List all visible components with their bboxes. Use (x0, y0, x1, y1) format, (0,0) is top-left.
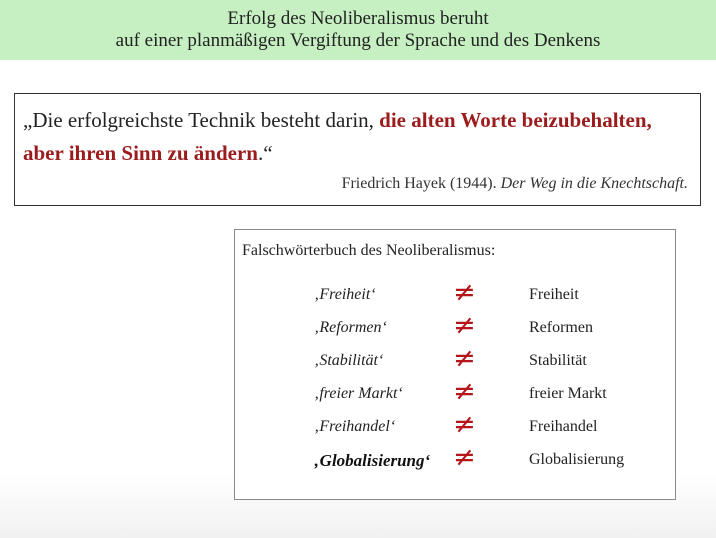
not-equal-icon: ≠ (453, 310, 476, 341)
true-term: Freiheit (529, 286, 579, 303)
false-term: ‚Globalisierung‘ (314, 451, 431, 470)
glossary-row (235, 343, 675, 376)
quote-source-author: Friedrich Hayek (1944). (341, 175, 501, 192)
false-term: ‚Reformen‘ (314, 319, 387, 336)
false-dictionary-heading: Falschwörterbuch des Neoliberalismus: (242, 242, 496, 259)
quote-source-book: Der Weg in die Knechtschaft. (500, 175, 688, 192)
true-term: Stabilität (529, 352, 587, 369)
quote-source (342, 175, 688, 193)
quote-text (23, 104, 693, 170)
true-term: Reformen (529, 319, 593, 336)
quote-emphasis: die alten Worte beizubehalten, aber ihren Sinn zu ändern (23, 108, 652, 165)
not-equal-icon: ≠ (453, 409, 476, 440)
not-equal-icon: ≠ (453, 376, 476, 407)
glossary-row (235, 376, 675, 409)
glossary-row (235, 442, 675, 475)
quote-text-end: .“ (257, 141, 273, 165)
quote-text-start: „Die erfolgreichste Technik besteht darin, (23, 108, 380, 132)
slide-title-line-1: Erfolg des Neoliberalismus beruht (227, 8, 489, 29)
false-term: ‚Freihandel‘ (314, 418, 396, 435)
slide-title-banner (0, 0, 716, 60)
true-term: Freihandel (529, 418, 598, 435)
false-term: ‚freier Markt‘ (314, 385, 403, 402)
false-term: ‚Stabilität‘ (314, 352, 384, 369)
false-term: ‚Freiheit‘ (314, 286, 376, 303)
false-dictionary-box (234, 229, 676, 500)
glossary-row (235, 409, 675, 442)
glossary-row (235, 310, 675, 343)
hayek-quote-box (14, 93, 701, 206)
glossary-row (235, 277, 675, 310)
not-equal-icon: ≠ (453, 442, 476, 473)
not-equal-icon: ≠ (453, 343, 476, 374)
not-equal-icon: ≠ (453, 277, 476, 308)
slide-title-line-2: auf einer planmäßigen Vergiftung der Sprache und des Denkens (115, 30, 601, 51)
true-term: freier Markt (529, 385, 607, 402)
true-term: Globalisierung (529, 451, 625, 468)
